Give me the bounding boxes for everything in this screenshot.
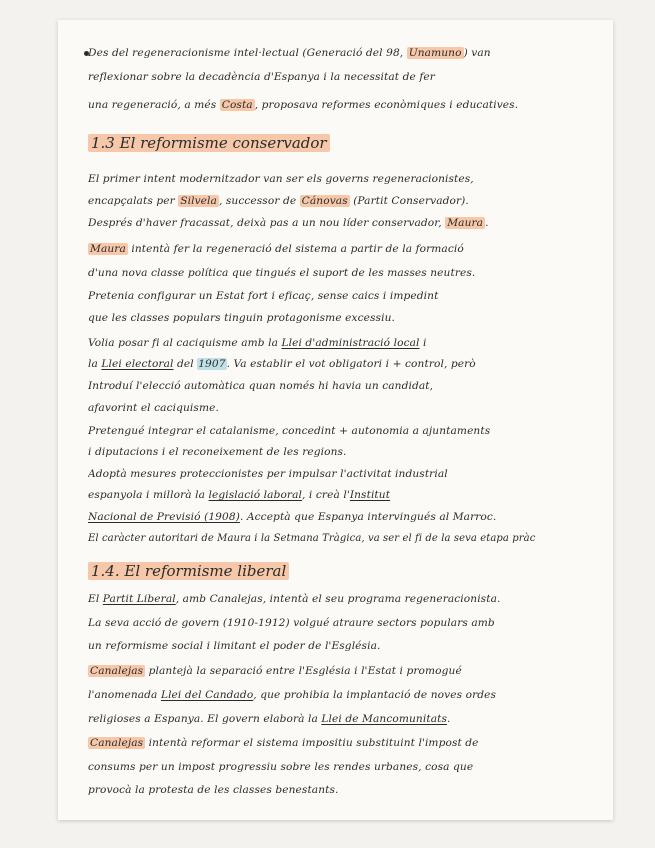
underlined-term: Llei electoral <box>101 358 174 370</box>
text-span: . Va establir el vot obligatori i + control, però <box>226 358 476 370</box>
text-span: espanyola i millorà la <box>88 489 209 501</box>
text-span: . <box>485 217 489 229</box>
section-heading <box>88 134 330 152</box>
section-heading <box>88 562 289 580</box>
text-line: afavorint el caciquisme. <box>88 402 219 414</box>
text-span: intentà reformar el sistema impositiu substituint l'impost de <box>145 737 479 749</box>
text-span: intentà fer la regeneració del sistema a partir de la formació <box>127 243 464 255</box>
text-line <box>88 336 558 350</box>
text-line <box>88 488 558 502</box>
text-line: reflexionar sobre la decadència d'Espanya i la necessitat de fer <box>88 71 435 83</box>
text-line: Pretengué integrar el catalanisme, concedint + autonomia a ajuntaments <box>88 425 491 437</box>
highlight-term: Costa <box>221 99 253 111</box>
text-line: Pretenia configurar un Estat fort i eficaç, sense caics i impedint <box>88 290 439 302</box>
highlight-term: Canalejas <box>90 665 144 677</box>
underlined-term: Nacional de Previsió (1908) <box>88 511 240 523</box>
text-line <box>88 242 558 256</box>
text-line: d'una nova classe política que tingués el suport de les masses neutres. <box>88 267 476 279</box>
text-span: El <box>88 593 103 605</box>
text-line <box>88 98 558 112</box>
text-span: religioses a Espanya. El govern elaborà la <box>88 713 322 725</box>
underlined-term: Institut <box>349 489 391 501</box>
text-span: Volia posar fi al caciquisme amb la <box>88 337 282 349</box>
text-span: ) van <box>463 47 491 59</box>
text-line <box>88 510 558 524</box>
highlight-year: 1907 <box>198 358 226 370</box>
text-span: , proposava reformes econòmiques i educatives. <box>254 99 519 111</box>
highlight-term: Canalejas <box>90 737 144 749</box>
highlight-term: Maura <box>90 243 126 255</box>
text-span: Des del regeneracionisme intel·lectual (Generació del 98, <box>88 47 407 59</box>
text-line: Adoptà mesures proteccionistes per impulsar l'activitat industrial <box>88 468 448 480</box>
text-span: una regeneració, a més <box>88 99 220 111</box>
heading-number: 1.3 El reformisme conservador <box>88 134 330 152</box>
underlined-term: Llei del Candado <box>160 689 254 701</box>
text-line: El primer intent modernitzador van ser els governs regeneracionistes, <box>88 173 474 185</box>
text-span: . <box>447 713 451 725</box>
underlined-term: Llei de Mancomunitats <box>321 713 447 725</box>
text-span: , que prohibia la implantació de noves ordes <box>253 689 497 701</box>
text-span: la <box>88 358 102 370</box>
text-line <box>88 688 558 702</box>
text-span: , successor de <box>218 195 300 207</box>
text-span: Després d'haver fracassat, deixà pas a un nou líder conservador, <box>88 217 446 229</box>
highlight-term: Silvela <box>180 195 217 207</box>
text-line <box>88 712 558 726</box>
text-span: . Acceptà que Espanya intervingués al Marroc. <box>239 511 497 523</box>
text-line <box>88 46 558 60</box>
text-line <box>88 664 558 678</box>
heading-text: 1.4. El reformisme liberal <box>88 562 289 580</box>
text-line <box>88 216 558 230</box>
text-span: (Partit Conservador). <box>349 195 469 207</box>
highlight-term: Maura <box>447 217 484 229</box>
text-line <box>88 736 558 750</box>
text-line <box>88 592 558 606</box>
text-line: provocà la protesta de les classes benestants. <box>88 784 339 796</box>
underlined-term: Partit Liberal <box>102 593 176 605</box>
highlight-term: Cánovas <box>301 195 348 207</box>
text-line <box>88 357 558 371</box>
text-span: encapçalats per <box>88 195 179 207</box>
text-line <box>88 194 558 208</box>
underlined-term: legislació laboral <box>208 489 302 501</box>
text-span: del <box>173 358 198 370</box>
text-line: La seva acció de govern (1910-1912) volgué atraure sectors populars amb <box>88 617 495 629</box>
text-span: l'anomenada <box>88 689 161 701</box>
text-line: i diputacions i el reconeixement de les regions. <box>88 446 347 458</box>
text-span: plantejà la separació entre l'Església i l'Estat i promogué <box>145 665 462 677</box>
highlight-term: Unamuno <box>408 47 462 59</box>
text-line: un reformisme social i limitant el poder de l'Església. <box>88 640 381 652</box>
text-span: , amb Canalejas, intentà el seu programa regeneracionista. <box>175 593 501 605</box>
text-line: Introduí l'elecció automàtica quan només hi havia un candidat, <box>88 380 434 392</box>
text-span: i <box>419 337 427 349</box>
underlined-term: Llei d'administració local <box>281 337 420 349</box>
text-line: que les classes populars tinguin protagonisme excessiu. <box>88 312 395 324</box>
text-line: El caràcter autoritari de Maura i la Setmana Tràgica, va ser el fi de la seva etapa pràc <box>88 533 536 544</box>
text-line: consums per un impost progressiu sobre les rendes urbanes, cosa que <box>88 761 474 773</box>
text-span: , i creà l' <box>302 489 350 501</box>
